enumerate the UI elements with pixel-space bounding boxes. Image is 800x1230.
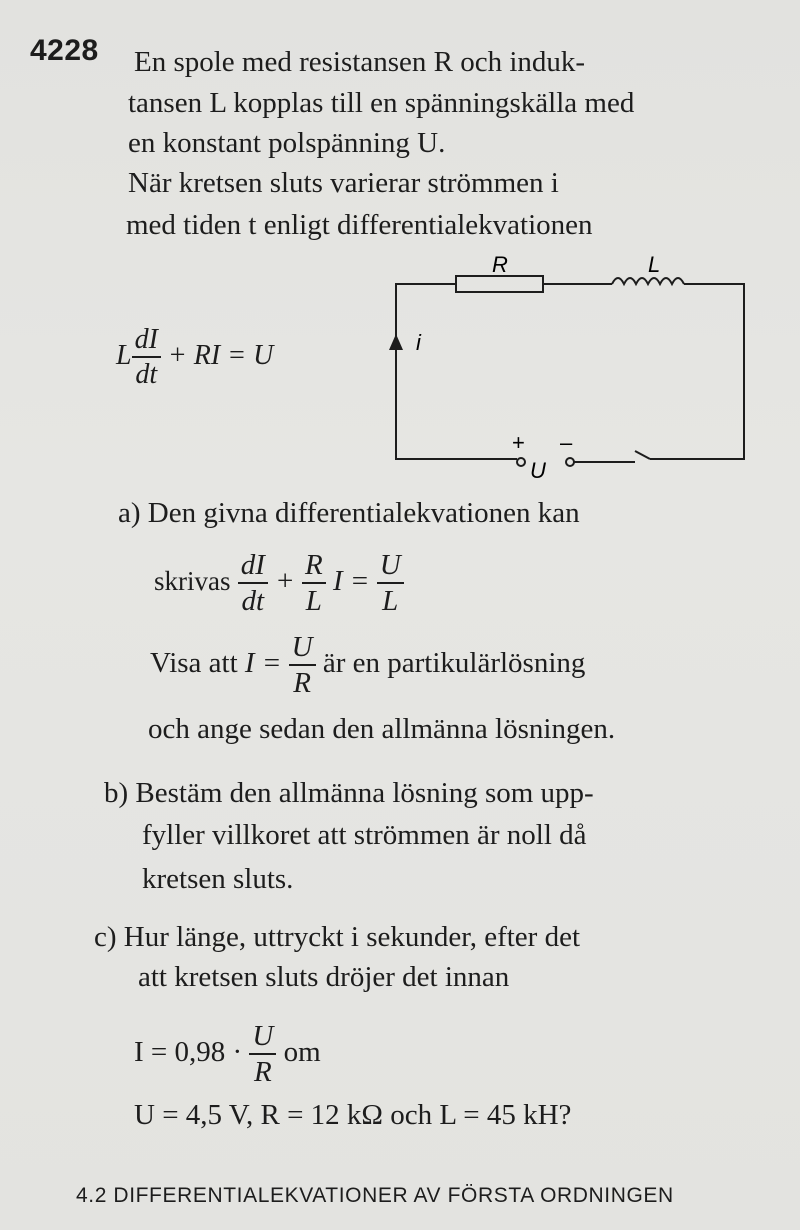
- part-a-d4: R: [293, 666, 311, 699]
- part-c-line-2: att kretsen sluts dröjer det innan: [138, 961, 510, 993]
- part-a-n3: U: [377, 551, 404, 584]
- terminal-plus: [517, 458, 525, 466]
- label-plus: +: [512, 430, 525, 455]
- switch-lever: [635, 451, 650, 459]
- intro-line-4: När kretsen sluts varierar strömmen i: [128, 167, 559, 199]
- part-a-n1: dI: [238, 551, 268, 584]
- main-equation: [116, 326, 273, 389]
- eq-rest: + RI = U: [167, 339, 274, 371]
- label-L: L: [648, 252, 661, 277]
- terminal-minus: [566, 458, 574, 466]
- part-c-frac: [249, 1019, 276, 1088]
- intro-line-3: en konstant polspänning U.: [128, 127, 446, 159]
- eq-den: dt: [135, 359, 158, 390]
- label-R: R: [492, 252, 508, 277]
- part-a-d1: dt: [241, 584, 265, 617]
- eq-fraction: [132, 326, 161, 389]
- part-c-om: om: [283, 1036, 321, 1068]
- part-c-n: U: [249, 1022, 276, 1055]
- part-a-label: a): [118, 497, 141, 529]
- part-b-line-3: kretsen sluts.: [142, 863, 294, 895]
- part-a-n4: U: [289, 633, 316, 666]
- part-a-I: I =: [332, 565, 370, 597]
- intro-line-5: med tiden t enligt differentialekvationen: [126, 209, 593, 241]
- part-c-expression: [134, 1014, 321, 1090]
- part-a-frac-1: [238, 548, 268, 617]
- part-c-label: c): [94, 921, 117, 953]
- part-a-d3: L: [382, 584, 399, 617]
- part-a-n2: R: [302, 551, 326, 584]
- label-i: i: [416, 330, 421, 355]
- part-a-d2: L: [305, 584, 322, 617]
- resistor: [456, 276, 543, 292]
- label-minus: –: [560, 430, 573, 455]
- inductor-coil: [612, 278, 684, 284]
- part-b-line-2: fyller villkoret att strömmen är noll då: [142, 819, 587, 851]
- part-a-plus: +: [275, 565, 295, 597]
- eq-num: dI: [132, 326, 161, 358]
- wire-right: [650, 284, 744, 459]
- part-a-line-3: och ange sedan den allmänna lösningen.: [148, 713, 616, 745]
- part-c-text-1: Hur länge, uttryckt i sekunder, efter det: [123, 921, 581, 953]
- part-a-equation: [154, 546, 404, 616]
- part-a-skrivas: skrivas: [154, 566, 231, 596]
- intro-line-1: En spole med resistansen R och induk-: [134, 46, 586, 78]
- part-b-label: b): [104, 777, 129, 809]
- part-c-values: U = 4,5 V, R = 12 kΩ och L = 45 kH?: [134, 1099, 572, 1131]
- label-U: U: [530, 458, 546, 478]
- part-a-frac-4: [289, 630, 316, 699]
- part-a-visa-rest: är en partikulärlösning: [322, 647, 586, 679]
- part-a-text: Den givna differentialekvationen kan: [147, 497, 580, 529]
- intro-line-2: tansen L kopplas till en spänningskälla med: [128, 87, 635, 119]
- part-a-frac-2: [302, 548, 326, 617]
- wire-left: [396, 284, 517, 459]
- part-c-I-expr: I = 0,98 ·: [134, 1036, 243, 1068]
- chapter-footer: 4.2 DIFFERENTIALEKVATIONER AV FÖRSTA ORDNINGEN: [76, 1184, 674, 1207]
- part-b-line-1: [104, 776, 594, 810]
- part-c-line-1: [94, 920, 580, 954]
- part-b-text-1: Bestäm den allmänna lösning som upp-: [135, 777, 594, 809]
- circuit-diagram: [380, 248, 760, 478]
- part-c-d: R: [254, 1055, 272, 1088]
- current-arrow: [389, 334, 403, 350]
- part-a-frac-3: [377, 548, 404, 617]
- part-a-visa: Visa att: [150, 647, 238, 679]
- eq-L: L: [116, 339, 132, 371]
- part-a-line-1: [118, 496, 580, 530]
- part-a-I-eq: I =: [244, 647, 282, 679]
- problem-number: 4228: [30, 34, 99, 67]
- part-a-line-2: [150, 628, 585, 698]
